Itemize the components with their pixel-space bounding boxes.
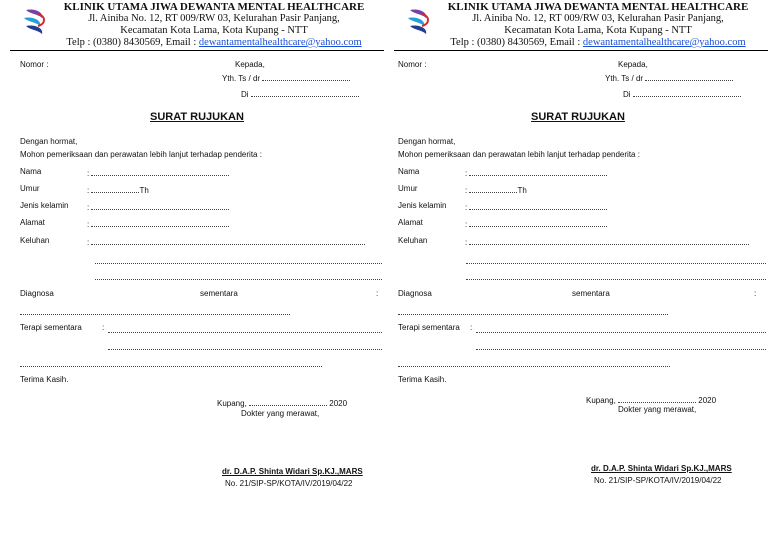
umur-line: : Th	[87, 186, 149, 195]
intro-text: Mohon pemeriksaan dan perawatan lebih lanjut terhadap penderita :	[20, 150, 262, 159]
terapi-field-3[interactable]	[398, 365, 670, 367]
umur-label: Umur	[398, 184, 418, 193]
jenis-kelamin-label: Jenis kelamin	[398, 201, 447, 210]
year-label: 2020	[698, 396, 717, 405]
terapi-field-1[interactable]	[476, 331, 766, 333]
referral-form-left	[10, 0, 384, 543]
jenis-kelamin-label: Jenis kelamin	[20, 201, 69, 210]
referral-form-right	[394, 0, 768, 543]
terapi-field-2[interactable]	[476, 348, 766, 350]
jenis-kelamin-field[interactable]	[469, 201, 607, 210]
clinic-phone: Telp : (0380) 8430569, Email :	[450, 37, 583, 48]
letterhead-text	[424, 1, 768, 49]
nama-field[interactable]	[469, 167, 607, 176]
nama-line: :	[465, 167, 607, 178]
yth-label: Yth. Ts / dr	[605, 74, 644, 83]
clinic-address-2: Kecamatan Kota Lama, Kota Kupang - NTT	[120, 25, 308, 36]
date-field[interactable]	[618, 394, 696, 403]
keluhan-label: Keluhan	[398, 236, 428, 245]
clinic-contact	[40, 37, 388, 49]
terapi-field-1[interactable]	[108, 331, 382, 333]
yth-line	[222, 72, 350, 83]
clinic-name: KLINIK UTAMA JIWA DEWANTA MENTAL HEALTHCARE	[447, 1, 749, 13]
alamat-field[interactable]	[469, 218, 607, 227]
nama-label: Nama	[20, 167, 42, 176]
clinic-email-link[interactable]: dewantamentalhealthcare@yahoo.com	[582, 37, 746, 48]
keluhan-label: Keluhan	[20, 236, 50, 245]
dokter-label: Dokter yang merawat,	[241, 409, 320, 418]
kupang-label: Kupang,	[586, 396, 616, 405]
greeting: Dengan hormat,	[20, 137, 78, 146]
keluhan-field[interactable]	[91, 236, 365, 245]
diagnosa-field[interactable]	[398, 313, 668, 315]
yth-field[interactable]	[262, 72, 350, 81]
umur-suffix: Th	[517, 186, 527, 195]
yth-line	[605, 72, 733, 83]
di-line	[623, 88, 741, 99]
clinic-address-2: Kecamatan Kota Lama, Kota Kupang - NTT	[504, 25, 692, 36]
intro-text: Mohon pemeriksaan dan perawatan lebih lanjut terhadap penderita :	[398, 150, 640, 159]
clinic-address-1: Jl. Ainiba No. 12, RT 009/RW 03, Kelurahan Pasir Panjang,	[88, 13, 340, 24]
alamat-line: :	[465, 218, 607, 229]
alamat-label: Alamat	[20, 218, 45, 227]
kepada-label: Kepada,	[618, 60, 648, 69]
diagnosa-colon: :	[754, 289, 757, 298]
di-label: Di	[241, 90, 249, 99]
umur-field[interactable]	[469, 184, 517, 193]
nama-label: Nama	[398, 167, 420, 176]
letterhead	[10, 0, 384, 51]
nama-field[interactable]	[91, 167, 229, 176]
terapi-label: Terapi sementara	[398, 323, 460, 332]
keluhan-line: :	[87, 236, 365, 247]
keluhan-field-2[interactable]	[466, 262, 766, 264]
terima-kasih: Terima Kasih.	[20, 375, 69, 384]
umur-label: Umur	[20, 184, 40, 193]
keluhan-field-2[interactable]	[95, 262, 382, 264]
nama-line: :	[87, 167, 229, 178]
kupang-label: Kupang,	[217, 399, 247, 408]
diagnosa-sementara-label: sementara	[572, 289, 610, 298]
keluhan-line: :	[465, 236, 749, 247]
alamat-line: :	[87, 218, 229, 229]
terapi-colon: :	[102, 323, 105, 332]
doctor-name: dr. D.A.P. Shinta Widari Sp.KJ.,MARS	[222, 467, 363, 476]
keluhan-field[interactable]	[469, 236, 749, 245]
letter-title: SURAT RUJUKAN	[150, 111, 244, 123]
diagnosa-sementara-label: sementara	[200, 289, 238, 298]
yth-field[interactable]	[645, 72, 733, 81]
date-line	[217, 397, 347, 408]
year-label: 2020	[329, 399, 348, 408]
keluhan-field-3[interactable]	[466, 278, 766, 280]
clinic-address-1: Jl. Ainiba No. 12, RT 009/RW 03, Kelurahan Pasir Panjang,	[472, 13, 724, 24]
clinic-name: KLINIK UTAMA JIWA DEWANTA MENTAL HEALTHCARE	[63, 1, 365, 13]
keluhan-field-3[interactable]	[95, 278, 382, 280]
umur-field[interactable]	[91, 184, 139, 193]
greeting: Dengan hormat,	[398, 137, 456, 146]
diagnosa-colon: :	[376, 289, 379, 298]
umur-line: : Th	[465, 186, 527, 195]
doctor-name: dr. D.A.P. Shinta Widari Sp.KJ.,MARS	[591, 464, 732, 473]
kepada-label: Kepada,	[235, 60, 265, 69]
doctor-license: No. 21/SIP-SP/KOTA/IV/2019/04/22	[225, 479, 353, 488]
jenis-kelamin-line: :	[465, 201, 607, 212]
doctor-license: No. 21/SIP-SP/KOTA/IV/2019/04/22	[594, 476, 722, 485]
di-line	[241, 88, 359, 99]
di-field[interactable]	[633, 88, 741, 97]
di-label: Di	[623, 90, 631, 99]
alamat-field[interactable]	[91, 218, 229, 227]
diagnosa-field[interactable]	[20, 313, 290, 315]
diagnosa-label: Diagnosa	[398, 289, 432, 298]
nomor-label: Nomor :	[398, 60, 427, 69]
letterhead	[394, 0, 768, 51]
letterhead-text	[40, 1, 388, 49]
diagnosa-label: Diagnosa	[20, 289, 54, 298]
alamat-label: Alamat	[398, 218, 423, 227]
di-field[interactable]	[251, 88, 359, 97]
jenis-kelamin-line: :	[87, 201, 229, 212]
umur-suffix: Th	[139, 186, 149, 195]
terapi-colon: :	[470, 323, 473, 332]
terapi-label: Terapi sementara	[20, 323, 82, 332]
terapi-field-3[interactable]	[20, 365, 322, 367]
date-field[interactable]	[249, 397, 327, 406]
clinic-email-link[interactable]: dewantamentalhealthcare@yahoo.com	[198, 37, 362, 48]
terapi-field-2[interactable]	[108, 348, 382, 350]
yth-label: Yth. Ts / dr	[222, 74, 261, 83]
jenis-kelamin-field[interactable]	[91, 201, 229, 210]
clinic-contact	[424, 37, 768, 49]
letter-title: SURAT RUJUKAN	[531, 111, 625, 123]
terima-kasih: Terima Kasih.	[398, 375, 447, 384]
nomor-label: Nomor :	[20, 60, 49, 69]
date-line	[586, 394, 716, 405]
clinic-phone: Telp : (0380) 8430569, Email :	[66, 37, 199, 48]
dokter-label: Dokter yang merawat,	[618, 405, 697, 414]
